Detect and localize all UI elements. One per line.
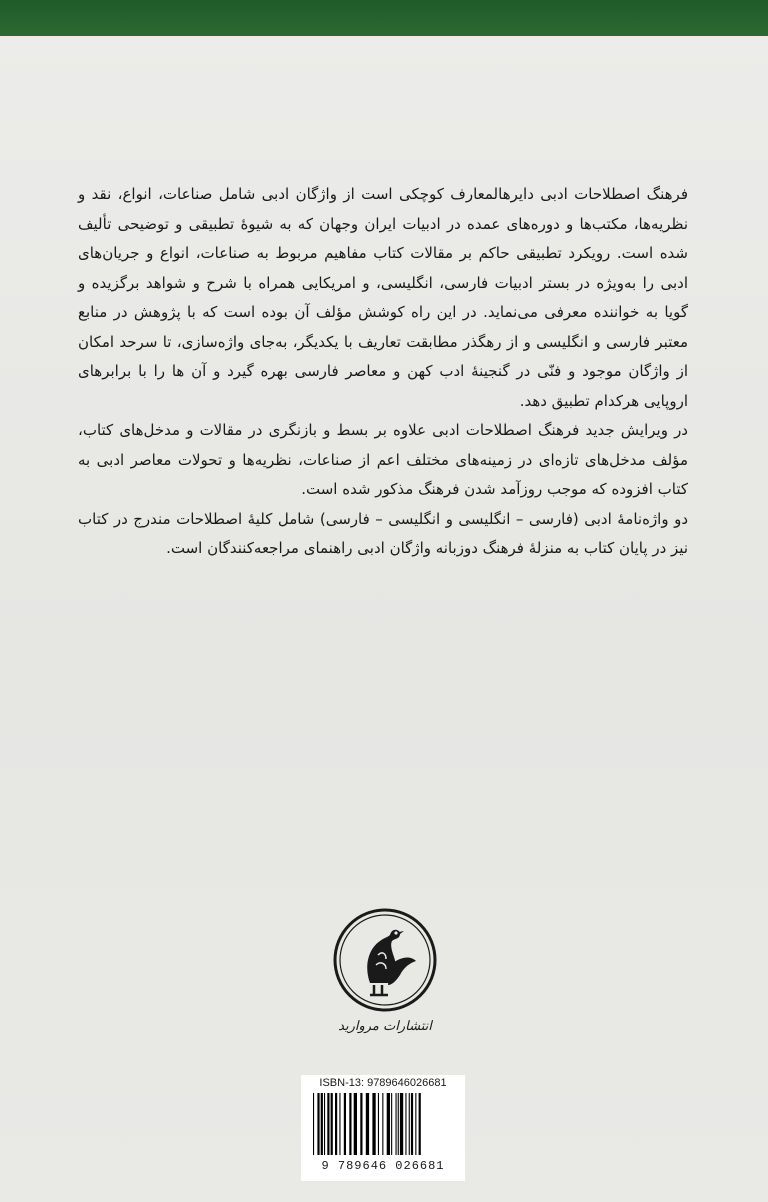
- barcode-bar: [391, 1093, 392, 1155]
- isbn-label: ISBN-13: 9789646026681: [319, 1077, 447, 1089]
- barcode-bar: [331, 1093, 333, 1155]
- green-top-band: [0, 0, 768, 36]
- barcode-digits: 9 789646 026681: [321, 1159, 445, 1173]
- barcode-bar: [344, 1093, 346, 1155]
- blurb-text: [78, 180, 688, 564]
- barcode-bar: [409, 1093, 410, 1155]
- barcode-bar: [335, 1093, 337, 1155]
- peacock-logo-icon: [330, 905, 440, 1015]
- barcode-bar: [313, 1093, 314, 1155]
- barcode-bar: [378, 1093, 379, 1155]
- barcode-bar: [400, 1093, 403, 1155]
- barcode-bar: [327, 1093, 329, 1155]
- barcode-bar: [372, 1093, 375, 1155]
- barcode-bar: [360, 1093, 362, 1155]
- barcode-bar: [339, 1093, 340, 1155]
- blurb-paragraph-2: در ویرایش جدید فرهنگ اصطلاحات ادبی علاوه بر بسط و بازنگری در مقالات و مدخل‌های کتاب، مؤلف مدخل‌های تازه‌ای در زمینه‌های مختلف اعم از صناعات، نظریه‌ها و تحولات معاصر ادبی به کتاب افزوده که موجب روزآمد شدن فرهنگ مذکور شده است.: [78, 421, 688, 498]
- barcode-bar: [415, 1093, 416, 1155]
- barcode: [313, 1093, 457, 1155]
- barcode-bar: [317, 1093, 319, 1155]
- barcode-bar: [382, 1093, 383, 1155]
- barcode-bar: [419, 1093, 421, 1155]
- barcode-bar: [405, 1093, 406, 1155]
- barcode-bar: [387, 1093, 390, 1155]
- publisher-logo: [330, 905, 440, 1055]
- isbn-barcode-box: [301, 1075, 465, 1181]
- publisher-name: انتشارات مروارید: [338, 1019, 432, 1034]
- barcode-bar: [411, 1093, 413, 1155]
- barcode-bar: [324, 1093, 325, 1155]
- blurb-paragraph-3: دو واژه‌نامهٔ ادبی (فارسی – انگلیسی و انگلیسی – فارسی) شامل کلیهٔ اصطلاحات مندرج در کتاب نیز در پایان کتاب به منزلهٔ فرهنگ دوزبانه واژگان ادبی راهنمای مراجعه‌کنندگان است.: [78, 509, 688, 557]
- barcode-bar: [354, 1093, 357, 1155]
- barcode-bar: [349, 1093, 351, 1155]
- barcode-bar: [396, 1093, 397, 1155]
- barcode-bar: [398, 1093, 399, 1155]
- blurb-paragraph-1: فرهنگ اصطلاحات ادبی دایرهالمعارف کوچکی است از واژگان ادبی شامل صناعات، انواع، نقد و نظریه‌ها، مکتب‌ها و دوره‌های عمده در ادبیات ایران وجهان که به شیوهٔ تطبیقی و توضیحی تألیف شده است. رویکرد تطبیقی حاکم بر مقالات کتاب مفاهیم مربوط به صناعات، انواع و جریان‌های ادبی را به‌ویژه در بستر ادبیات فارسی، انگلیسی، و امریکایی همراه با شرح و شواهد برگزیده و گویا به خواننده معرفی می‌نماید. در این راه کوشش مؤلف آن بوده است که با پژوهش در منابع معتبر فارسی و انگلیسی و از رهگذر مطابقت تعاریف با یکدیگر، به‌جای واژه‌سازی، تا سرحد امکان از واژگان موجود و فنّی در گنجینهٔ ادب کهن و معاصر فارسی بهره گیرد و آن ها را با برابرهای اروپایی هرکدام تطبیق دهد.: [78, 185, 688, 410]
- barcode-bar: [321, 1093, 323, 1155]
- barcode-bar: [366, 1093, 369, 1155]
